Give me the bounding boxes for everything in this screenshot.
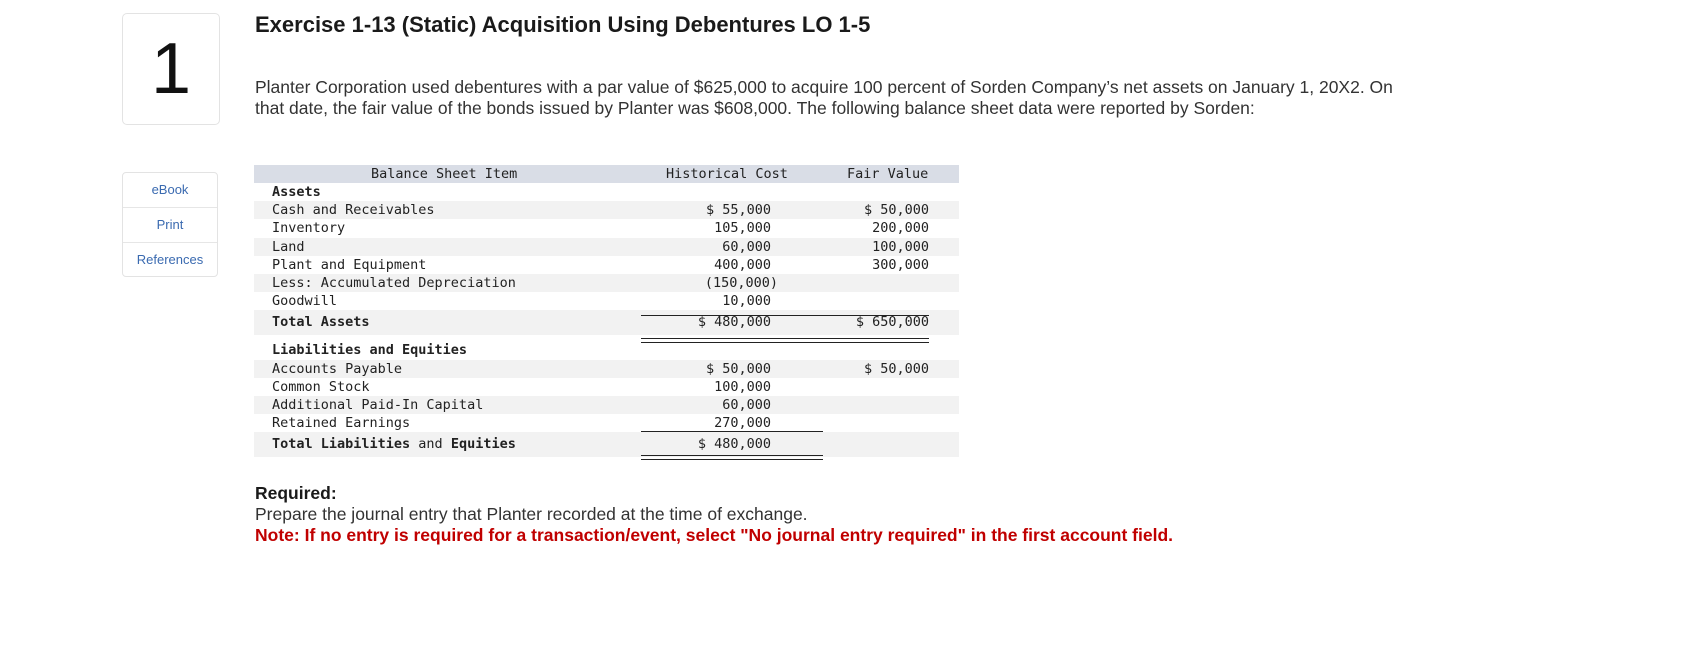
table-row xyxy=(254,238,959,256)
row-historical: 270,000 xyxy=(714,415,771,432)
row-historical: (150,000) xyxy=(704,274,778,291)
row-historical: 100,000 xyxy=(714,378,771,395)
liabilities-heading-row xyxy=(254,341,959,359)
table-row xyxy=(254,292,959,310)
required-text: Prepare the journal entry that Planter recorded at the time of exchange. xyxy=(255,504,808,524)
row-fair: $ 50,000 xyxy=(863,202,929,219)
row-historical: $ 50,000 xyxy=(705,360,771,377)
total-rule-assets xyxy=(641,338,929,343)
subtotal-rule-liabilities xyxy=(641,431,823,432)
row-label: Common Stock xyxy=(272,378,370,395)
references-link[interactable]: References xyxy=(136,252,204,267)
table-row xyxy=(254,360,959,378)
total-assets-fair: $ 650,000 xyxy=(855,314,929,331)
header-fair: Fair Value xyxy=(847,166,929,182)
total-liabilities-historical: $ 480,000 xyxy=(697,436,771,453)
table-row xyxy=(254,396,959,414)
row-fair: 100,000 xyxy=(872,238,929,255)
header-historical: Historical Cost xyxy=(666,166,788,182)
table-row xyxy=(254,414,959,432)
question-number-text: 1 xyxy=(150,29,192,109)
table-row xyxy=(254,378,959,396)
row-fair: 200,000 xyxy=(872,220,929,237)
row-label: Less: Accumulated Depreciation xyxy=(272,274,516,291)
balance-sheet-table xyxy=(254,165,959,457)
row-historical: 105,000 xyxy=(714,220,771,237)
row-historical: 10,000 xyxy=(722,293,771,310)
row-label: Inventory xyxy=(272,220,346,237)
row-label: Land xyxy=(272,238,305,255)
total-liabilities-label xyxy=(272,432,516,457)
problem-intro: Planter Corporation used debentures with a par value of $625,000 to acquire 100 percent of Sorden Company’s net assets on January 1, 20X2. On that date, the fair value of the bonds issued by Planter was $608,000. The following balance sheet data were reported by Sorden: xyxy=(255,77,1393,118)
assets-heading-row xyxy=(254,183,959,201)
table-row xyxy=(254,201,959,219)
row-historical: 60,000 xyxy=(722,396,771,413)
table-row xyxy=(254,256,959,274)
required-heading: Required: xyxy=(255,483,337,503)
total-liabilities-row xyxy=(254,432,959,457)
required-note: Note: If no entry is required for a transaction/event, select "No journal entry required" in the first account field. xyxy=(255,525,1174,545)
row-label: Cash and Receivables xyxy=(272,202,435,219)
header-item: Balance Sheet Item xyxy=(371,166,518,182)
row-fair: $ 50,000 xyxy=(863,360,929,377)
table-header xyxy=(254,165,959,183)
ebook-link[interactable]: eBook xyxy=(123,173,217,208)
liabilities-heading: Liabilities and Equities xyxy=(272,342,468,359)
table-row xyxy=(254,219,959,237)
subtotal-rule-assets xyxy=(641,315,929,316)
row-historical: 400,000 xyxy=(714,256,771,273)
print-link[interactable]: Print xyxy=(123,208,217,243)
row-label: Accounts Payable xyxy=(272,360,403,377)
table-row xyxy=(254,274,959,292)
total-liabilities-label-part1: Total Liabilities xyxy=(272,436,411,453)
total-liabilities-label-part2: and xyxy=(410,436,451,453)
row-historical: 60,000 xyxy=(722,238,771,255)
row-label: Goodwill xyxy=(272,293,338,310)
row-label: Additional Paid-In Capital xyxy=(272,396,484,413)
row-label: Retained Earnings xyxy=(272,415,411,432)
row-historical: $ 55,000 xyxy=(705,202,771,219)
exercise-title: Exercise 1-13 (Static) Acquisition Using Debentures LO 1-5 xyxy=(255,12,871,37)
assets-heading: Assets xyxy=(272,184,321,200)
resource-panel xyxy=(122,172,218,277)
total-assets-historical: $ 480,000 xyxy=(697,314,771,331)
row-label: Plant and Equipment xyxy=(272,256,427,273)
total-liabilities-label-part3: Equities xyxy=(450,436,516,453)
required-section xyxy=(255,483,1173,546)
question-number xyxy=(122,13,220,125)
total-rule-liabilities xyxy=(641,455,823,460)
row-fair: 300,000 xyxy=(872,256,929,273)
total-assets-label: Total Assets xyxy=(272,314,370,331)
